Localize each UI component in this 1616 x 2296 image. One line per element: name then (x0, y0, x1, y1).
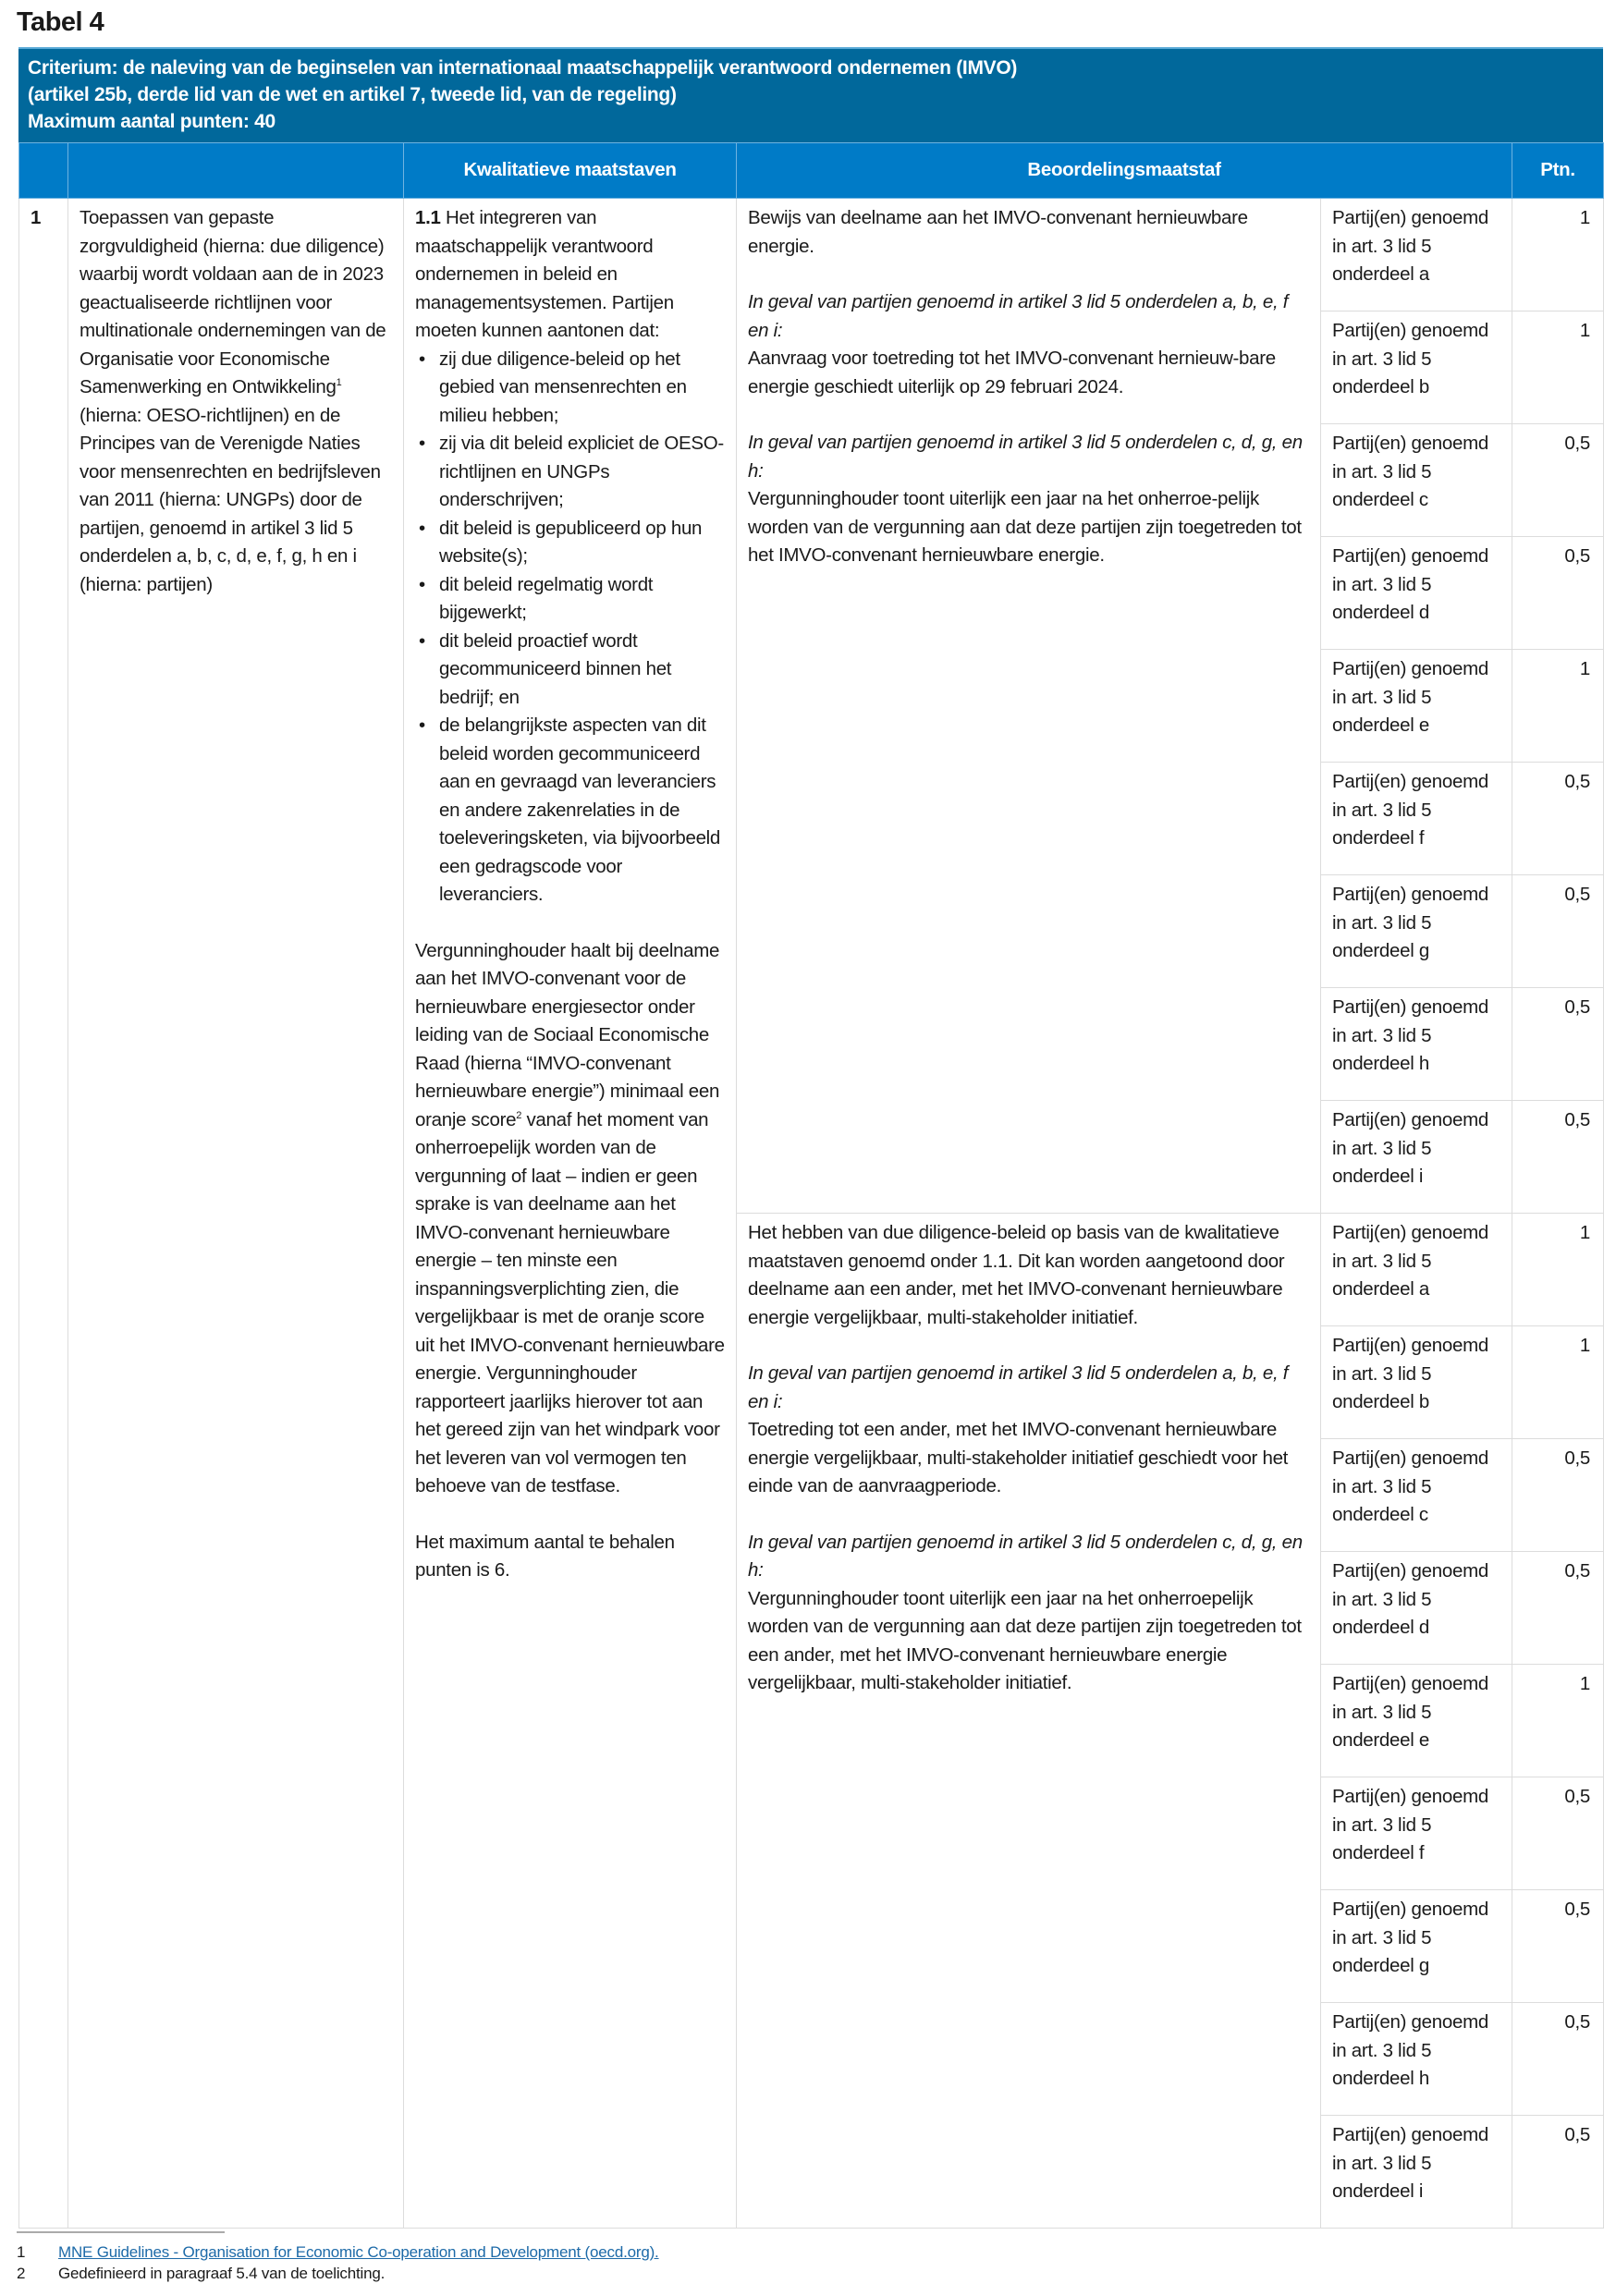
case-label: In geval van partijen genoemd in artikel 3 lid 5 onderdelen a, b, e, f en i: (748, 291, 1289, 341)
party-points: 1 (1512, 1326, 1604, 1439)
party-label: Partij(en) genoemd in art. 3 lid 5 onderdeel f (1321, 1777, 1512, 1890)
description-text: (hierna: OESO-richtlijnen) en de Principes van de Verenigde Naties voor mensenrechten en bedrijfsleven van 2011 (hierna: UNGPs) door de partijen, genoemd in artikel 3 lid 5 onderdelen a, b, c, d, e, f, g, h en i (hierna: partijen) (80, 404, 381, 595)
party-label: Partij(en) genoemd in art. 3 lid 5 onderdeel g (1321, 875, 1512, 988)
measure-bullet: • de belangrijkste aspecten van dit beleid worden gecommuniceerd aan en gevraagd van leveranciers en andere zakenrelaties in de toeleveringsketen, via bijvoorbeeld een gedragscode voor leveranciers. (439, 712, 725, 910)
party-points: 1 (1512, 650, 1604, 763)
assessment-intro: Bewijs van deelname aan het IMVO-convenant hernieuwbare energie. (748, 207, 1248, 257)
party-label: Partij(en) genoemd in art. 3 lid 5 onderdeel g (1321, 1890, 1512, 2003)
header-description (68, 143, 404, 199)
footnote-ref: 1 (336, 377, 342, 389)
header-assessment: Beoordelingsmaatstaf (737, 143, 1512, 199)
party-label: Partij(en) genoemd in art. 3 lid 5 onderdeel i (1321, 1101, 1512, 1214)
party-label: Partij(en) genoemd in art. 3 lid 5 onderdeel d (1321, 1552, 1512, 1665)
header-points: Ptn. (1512, 143, 1604, 199)
party-points: 0,5 (1512, 424, 1604, 537)
party-label: Partij(en) genoemd in art. 3 lid 5 onderdeel c (1321, 424, 1512, 537)
criterion-description (68, 199, 404, 2229)
party-label: Partij(en) genoemd in art. 3 lid 5 onderdeel h (1321, 2003, 1512, 2116)
measure-bullet: • dit beleid proactief wordt gecommuniceerd binnen het bedrijf; en (439, 628, 725, 713)
criterion-header (18, 47, 1603, 142)
case-label: In geval van partijen genoemd in artikel 3 lid 5 onderdelen a, b, e, f en i: (748, 1362, 1289, 1412)
qualitative-measures (404, 199, 737, 2229)
case-text: Vergunninghouder toont uiterlijk een jaar na het onherroe-pelijk worden van de vergunning aan dat deze partijen zijn toegetreden tot het IMVO-convenant hernieuwbare energie. (748, 488, 1302, 566)
party-points: 0,5 (1512, 2003, 1604, 2116)
criterion-max-points: Maximum aantal punten: 40 (28, 111, 275, 132)
party-points: 0,5 (1512, 1439, 1604, 1552)
party-points: 0,5 (1512, 1552, 1604, 1665)
footnote-number: 1 (17, 2243, 26, 2261)
party-label: Partij(en) genoemd in art. 3 lid 5 onderdeel h (1321, 988, 1512, 1101)
measure-list (415, 346, 725, 910)
case-text: Toetreding tot een ander, met het IMVO-convenant hernieuwbare energie vergelijkbaar, multi-stakeholder initiatief geschiedt voor het einde van de aanvraagperiode. (748, 1419, 1289, 1496)
party-points: 1 (1512, 1214, 1604, 1326)
party-label: Partij(en) genoemd in art. 3 lid 5 onderdeel a (1321, 199, 1512, 311)
party-points: 1 (1512, 199, 1604, 311)
party-label: Partij(en) genoemd in art. 3 lid 5 onderdeel a (1321, 1214, 1512, 1326)
footnote-number: 2 (17, 2265, 26, 2282)
assessment-criterion (737, 1214, 1321, 2229)
table-row (19, 199, 1604, 311)
party-points: 1 (1512, 311, 1604, 424)
footnote-link[interactable]: MNE Guidelines - Organisation for Economic Co-operation and Development (oecd.org). (58, 2243, 659, 2261)
column-header-row (19, 143, 1604, 199)
measure-intro: Het integreren van maatschappelijk verantwoord ondernemen in beleid en managementsystemen. Partijen moeten kunnen aantonen dat: (415, 207, 674, 341)
measure-paragraph: Vergunninghouder haalt bij deelname aan het IMVO-convenant voor de hernieuwbare energiesector onder leiding van de Sociaal Economische Raad (hierna “IMVO-convenant hernieuwbare energie”) minimaal een oranje score (415, 939, 720, 1130)
party-label: Partij(en) genoemd in art. 3 lid 5 onderdeel e (1321, 650, 1512, 763)
case-label: In geval van partijen genoemd in artikel 3 lid 5 onderdelen c, d, g, en h: (748, 432, 1303, 482)
party-points: 0,5 (1512, 1777, 1604, 1890)
row-number: 1 (19, 199, 68, 2229)
party-label: Partij(en) genoemd in art. 3 lid 5 onderdeel f (1321, 763, 1512, 875)
measure-number: 1.1 (415, 207, 441, 228)
case-label: In geval van partijen genoemd in artikel 3 lid 5 onderdelen c, d, g, en h: (748, 1531, 1303, 1581)
criteria-table (18, 142, 1604, 2229)
assessment-intro: Het hebben van due diligence-beleid op basis van de kwalitatieve maatstaven genoemd onder 1.1. Dit kan worden aangetoond door deelname aan een ander, met het IMVO-convenant hernieuwbare energie vergelijkbaar, multi-stakeholder initiatief. (748, 1222, 1285, 1328)
criterion-articles: (artikel 25b, derde lid van de wet en artikel 7, tweede lid, van de regeling) (28, 84, 677, 105)
footnote-divider (17, 2231, 225, 2233)
measure-bullet: • dit beleid is gepubliceerd op hun website(s); (439, 515, 725, 571)
measure-paragraph: vanaf het moment van onherroepelijk worden van de vergunning of laat – indien er geen sprake is van deelname aan het IMVO-convenant hernieuwbare energie – ten minste een inspanningsverplichting zien, die vergelijkbaar is met de oranje score uit het IMVO-convenant hernieuwbare energie. Vergunninghouder rapporteert jaarlijks hierover tot aan het gereed zijn van het windpark voor het leveren van vol vermogen ten behoeve van de testfase. (415, 1108, 725, 1496)
party-points: 0,5 (1512, 1101, 1604, 1214)
party-label: Partij(en) genoemd in art. 3 lid 5 onderdeel c (1321, 1439, 1512, 1552)
assessment-criterion (737, 199, 1321, 1214)
header-qualitative: Kwalitatieve maatstaven (404, 143, 737, 199)
footnote-1 (17, 2242, 659, 2263)
max-points-note: Het maximum aantal te behalen punten is 6. (415, 1531, 675, 1581)
description-text: Toepassen van gepaste zorgvuldigheid (hierna: due diligence) waarbij wordt voldaan aan de in 2023 geactualiseerde richtlijnen voor multinationale ondernemingen van de Organisatie voor Economische Samenwerking en Ontwikkeling (80, 207, 386, 397)
party-points: 0,5 (1512, 537, 1604, 650)
measure-bullet: • zij via dit beleid expliciet de OESO-richtlijnen en UNGPs onderschrijven; (439, 430, 725, 515)
footnote-text: Gedefinieerd in paragraaf 5.4 van de toelichting. (58, 2265, 386, 2282)
header-number (19, 143, 68, 199)
party-label: Partij(en) genoemd in art. 3 lid 5 onderdeel d (1321, 537, 1512, 650)
party-points: 0,5 (1512, 988, 1604, 1101)
party-points: 0,5 (1512, 1890, 1604, 2003)
party-label: Partij(en) genoemd in art. 3 lid 5 onderdeel b (1321, 311, 1512, 424)
party-label: Partij(en) genoemd in art. 3 lid 5 onderdeel b (1321, 1326, 1512, 1439)
case-text: Aanvraag voor toetreding tot het IMVO-convenant hernieuw-bare energie geschiedt uiterlijk op 29 februari 2024. (748, 348, 1276, 397)
measure-bullet: • dit beleid regelmatig wordt bijgewerkt; (439, 571, 725, 628)
footnote-ref: 2 (516, 1109, 522, 1121)
footnote-2 (17, 2264, 385, 2284)
party-label: Partij(en) genoemd in art. 3 lid 5 onderdeel i (1321, 2116, 1512, 2229)
party-points: 1 (1512, 1665, 1604, 1777)
case-text: Vergunninghouder toont uiterlijk een jaar na het onherroepelijk worden van de vergunning aan dat deze partijen zijn toegetreden tot een ander, met het IMVO-convenant hernieuwbare energie vergelijkbaar, multi-stakeholder initiatief. (748, 1587, 1302, 1693)
party-points: 0,5 (1512, 875, 1604, 988)
party-label: Partij(en) genoemd in art. 3 lid 5 onderdeel e (1321, 1665, 1512, 1777)
table-title: Tabel 4 (17, 7, 104, 37)
party-points: 0,5 (1512, 763, 1604, 875)
measure-bullet: • zij due diligence-beleid op het gebied van mensenrechten en milieu hebben; (439, 346, 725, 431)
party-points: 0,5 (1512, 2116, 1604, 2229)
criterion-line: Criterium: de naleving van de beginselen van internationaal maatschappelijk verantwoord ondernemen (IMVO) (28, 57, 1018, 79)
